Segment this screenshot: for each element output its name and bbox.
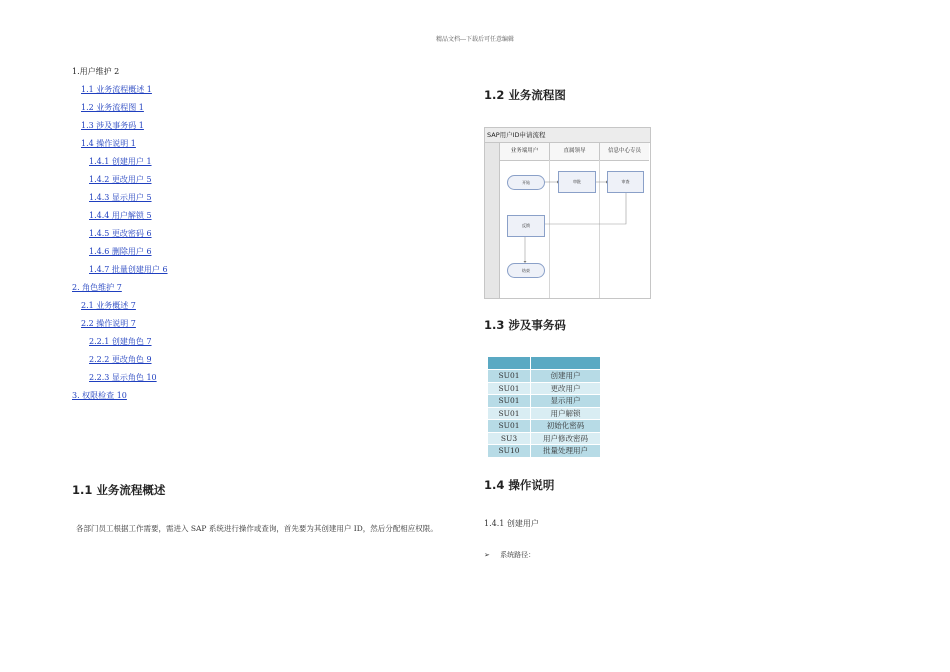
toc-row [72,315,168,333]
toc-row [72,207,168,225]
toc-entry[interactable]: 2.2.2 更改角色 9 [89,355,152,364]
toc-entry[interactable]: 1.4 操作说明 1 [81,139,136,148]
flow-node-execute: 审查 [607,171,644,193]
table-row [488,433,600,445]
table-row [488,445,600,457]
toc-entry[interactable]: 1.4.1 创建用户 1 [89,157,152,166]
toc-entry[interactable]: 1.4.6 删除用户 6 [89,247,152,256]
flow-lane-2: 直属领导 [550,143,600,161]
section-title-1-4: 1.4 操作说明 [484,478,555,492]
table-row [488,383,600,395]
toc-entry[interactable]: 2.2.3 显示角色 10 [89,373,157,382]
toc-entry[interactable]: 1.3 涉及事务码 1 [81,121,144,130]
subsection-title-1-4-1: 1.4.1 创建用户 [484,519,539,528]
tcode-desc-cell: 批量处理用户 [531,445,600,457]
flow-node-start: 开始 [507,175,545,190]
toc-entry[interactable]: 1.1 业务流程概述 1 [81,85,152,94]
toc-row [72,225,168,243]
section-title-1-3: 1.3 涉及事务码 [484,318,566,332]
toc-row [72,297,168,315]
toc-entry[interactable]: 1.4.3 显示用户 5 [89,193,152,202]
toc-entry: 1.用户维护 2 [72,67,120,76]
flow-node-end: 结束 [507,263,545,278]
tcode-desc-cell: 显示用户 [531,395,600,407]
toc-entry[interactable]: 3. 权限检查 10 [72,391,127,400]
tcode-desc-cell: 创建用户 [531,370,600,382]
tcode-cell: SU01 [488,420,530,432]
toc-row [72,369,168,387]
page-header: 精品文档---下载后可任意编辑 [435,36,515,43]
table-row [488,370,600,382]
table-row [488,420,600,432]
flow-diagram [484,127,651,299]
table-row [488,408,600,420]
toc-entry[interactable]: 2. 角色维护 7 [72,283,122,292]
flow-title: SAP用户ID申请流程 [485,128,650,143]
toc-entry[interactable]: 2.1 业务概述 7 [81,301,136,310]
bullet-arrow-icon: ➢ [484,551,490,559]
toc-row [72,63,168,81]
section-title-1-1: 1.1 业务流程概述 [72,483,166,497]
toc-entry[interactable]: 1.4.2 更改用户 5 [89,175,152,184]
tcode-desc-cell: 初始化密码 [531,420,600,432]
toc-row [72,153,168,171]
tcode-cell: SU01 [488,370,530,382]
toc-entry[interactable]: 1.4.5 更改密码 6 [89,229,152,238]
toc-row [72,135,168,153]
section-title-1-2: 1.2 业务流程图 [484,88,566,102]
toc-row [72,387,168,405]
toc-row [72,333,168,351]
flow-lane-1: 业务端用户 [500,143,550,161]
toc-row [72,99,168,117]
transaction-code-table [487,356,601,458]
toc-row [72,261,168,279]
toc-row [72,171,168,189]
table-header-cell-code [488,357,530,369]
tcode-cell: SU01 [488,408,530,420]
toc-row [72,243,168,261]
tcode-cell: SU10 [488,445,530,457]
flow-node-feedback: 反馈 [507,215,545,237]
tcode-cell: SU3 [488,433,530,445]
toc-row [72,81,168,99]
toc-row [72,189,168,207]
toc-row [72,351,168,369]
flow-node-approve: 审批 [558,171,596,193]
table-header-cell-desc [531,357,600,369]
table-of-contents [72,63,168,405]
tcode-cell: SU01 [488,395,530,407]
toc-entry[interactable]: 1.4.4 用户解锁 5 [89,211,152,220]
tcode-desc-cell: 用户解锁 [531,408,600,420]
toc-entry[interactable]: 1.2 业务流程图 1 [81,103,144,112]
section-1-1-text: 各部门员工根据工作需要，需进入 SAP 系统进行操作或查询，首先要为其创建用户 ID，然后分配相应权限。 [76,524,438,533]
table-row [488,395,600,407]
toc-entry[interactable]: 2.2.1 创建角色 7 [89,337,152,346]
bullet-row [484,550,535,560]
toc-row [72,279,168,297]
bullet-text: 系统路径： [500,551,536,559]
table-header-row [488,357,600,369]
tcode-desc-cell: 用户修改密码 [531,433,600,445]
tcode-desc-cell: 更改用户 [531,383,600,395]
toc-entry[interactable]: 1.4.7 批量创建用户 6 [89,265,168,274]
toc-entry[interactable]: 2.2 操作说明 7 [81,319,136,328]
toc-row [72,117,168,135]
flow-lane-3: 信息中心专员 [600,143,649,161]
tcode-cell: SU01 [488,383,530,395]
